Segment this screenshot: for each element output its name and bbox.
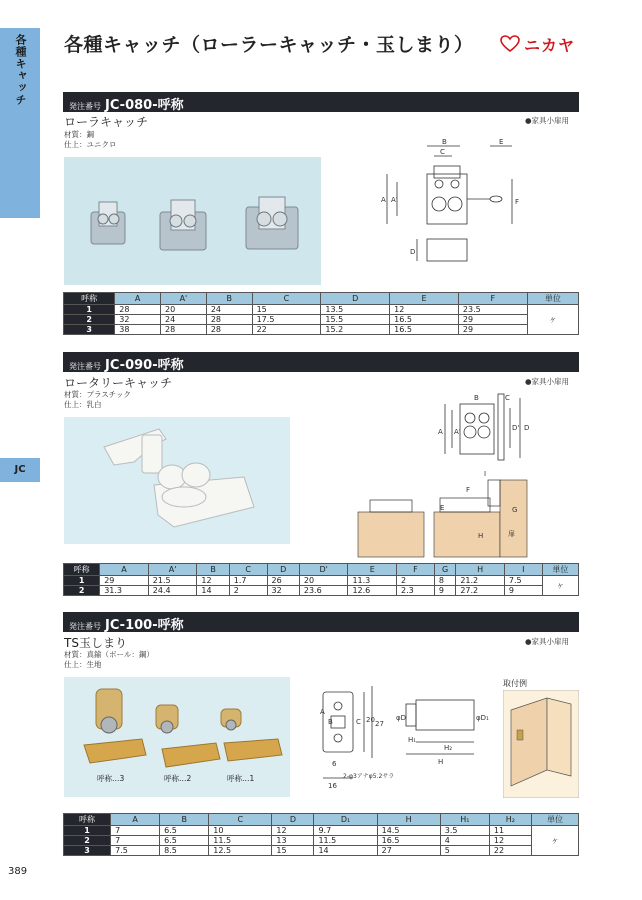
- dim-label: E: [499, 138, 504, 146]
- dim-label: D: [410, 248, 416, 256]
- table-cell: 16.5: [377, 836, 440, 846]
- table-cell: 14.5: [377, 826, 440, 836]
- dim-label: C: [356, 718, 361, 726]
- table-cell: 28: [206, 315, 252, 325]
- spec-table-jc080: [63, 292, 579, 335]
- table-cell: 12: [272, 826, 314, 836]
- column-header: A': [148, 564, 197, 576]
- dim-label: A: [438, 428, 443, 436]
- dim-label: B: [474, 394, 479, 402]
- spec-table-jc100: [63, 813, 579, 856]
- dim-label: φD₁: [476, 714, 489, 722]
- column-header: C: [209, 814, 272, 826]
- table-cell: 4: [440, 836, 489, 846]
- column-header: B: [160, 814, 209, 826]
- order-code: JC-080-呼称: [105, 98, 184, 113]
- table-cell: 9: [434, 586, 456, 596]
- finish: 仕上：生地: [64, 660, 102, 669]
- table-cell: 28: [161, 325, 207, 335]
- table-cell: 6.5: [160, 836, 209, 846]
- column-header: A': [161, 293, 207, 305]
- table-row: [64, 836, 579, 846]
- table-cell: 2: [397, 576, 435, 586]
- column-header: A: [111, 814, 160, 826]
- product-name: TS玉しまり: [64, 636, 127, 650]
- door-label: 扉: [508, 530, 515, 538]
- table-row: [64, 305, 579, 315]
- table-cell: 16.5: [390, 325, 459, 335]
- usage-note: ●家具小扉用: [525, 116, 570, 125]
- section-header-jc090: [63, 352, 579, 372]
- ball-catch-drawing: [298, 678, 498, 803]
- mounting-example-drawing: [503, 690, 579, 798]
- table-cell: 2: [229, 586, 267, 596]
- table-cell: 1: [64, 305, 115, 315]
- table-header-row: [64, 564, 579, 576]
- order-code: JC-090-呼称: [105, 358, 184, 373]
- column-header: F: [458, 293, 527, 305]
- table-cell: 38: [115, 325, 161, 335]
- table-cell: 28: [206, 325, 252, 335]
- table-cell: 12.6: [348, 586, 397, 596]
- dim-label: D: [524, 424, 530, 432]
- unit-cell: ヶ: [531, 826, 578, 856]
- order-number-label: 発注番号: [69, 622, 101, 631]
- column-header: D₁: [314, 814, 377, 826]
- column-header: A: [100, 564, 149, 576]
- roller-catch-drawing: [372, 134, 552, 274]
- table-cell: 3: [64, 325, 115, 335]
- dim-label: φD: [396, 714, 407, 722]
- table-row: [64, 846, 579, 856]
- column-header: H₂: [489, 814, 531, 826]
- table-cell: 8.5: [160, 846, 209, 856]
- table-cell: 22: [489, 846, 531, 856]
- side-category-tab: [0, 28, 40, 218]
- column-header: F: [397, 564, 435, 576]
- material: 材質：プラスチック: [64, 390, 131, 399]
- dim-label: F: [515, 198, 520, 206]
- page-title: 各種キャッチ（ローラーキャッチ・玉しまり）: [64, 34, 474, 56]
- column-header: B: [197, 564, 229, 576]
- table-cell: 2: [64, 586, 100, 596]
- table-cell: 15.2: [321, 325, 390, 335]
- dim-label: F: [466, 486, 471, 494]
- dim-label: H₁: [408, 736, 417, 744]
- logo-text: ニカヤ: [524, 35, 576, 55]
- column-header: D: [321, 293, 390, 305]
- column-header: B: [206, 293, 252, 305]
- usage-note: ●家具小扉用: [525, 637, 570, 646]
- unit-cell: ヶ: [527, 305, 578, 335]
- table-cell: 32: [267, 586, 299, 596]
- dim-label: A: [381, 196, 386, 204]
- table-cell: 29: [458, 315, 527, 325]
- spec-block: [64, 130, 117, 150]
- table-cell: 3: [64, 846, 111, 856]
- table-cell: 10: [209, 826, 272, 836]
- section-header-jc080: [63, 92, 579, 112]
- dim-label: A: [320, 708, 325, 716]
- table-cell: 9: [504, 586, 542, 596]
- table-cell: 21.5: [148, 576, 197, 586]
- finish: 仕上：ユニクロ: [64, 140, 117, 149]
- roller-catch-photo: [64, 157, 321, 285]
- dim-label: I: [484, 470, 487, 478]
- order-code: JC-100-呼称: [105, 618, 184, 633]
- table-cell: 20: [161, 305, 207, 315]
- table-cell: 8: [434, 576, 456, 586]
- column-header: 呼称: [64, 293, 115, 305]
- table-cell: 27: [377, 846, 440, 856]
- rotary-catch-drawing: [350, 388, 550, 560]
- table-cell: 7: [111, 836, 160, 846]
- order-number-label: 発注番号: [69, 362, 101, 371]
- table-cell: 11.3: [348, 576, 397, 586]
- table-cell: 32: [115, 315, 161, 325]
- table-cell: 1.7: [229, 576, 267, 586]
- column-header: C: [252, 293, 321, 305]
- dim-label: 20: [366, 716, 375, 724]
- table-cell: 7: [111, 826, 160, 836]
- table-cell: 15: [272, 846, 314, 856]
- product-name: ロータリーキャッチ: [64, 376, 173, 390]
- material: 材質：鋼: [64, 130, 94, 139]
- material: 材質：真鍮（ボール：鋼）: [64, 650, 154, 659]
- table-cell: 6.5: [160, 826, 209, 836]
- table-cell: 24: [161, 315, 207, 325]
- dim-label: B: [328, 718, 333, 726]
- table-cell: 11: [489, 826, 531, 836]
- table-cell: 2: [64, 836, 111, 846]
- column-header: D: [272, 814, 314, 826]
- table-cell: 27.2: [456, 586, 505, 596]
- column-header: H: [377, 814, 440, 826]
- column-header: 呼称: [64, 564, 100, 576]
- photo-caption: 呼称…2: [164, 774, 192, 783]
- table-row: [64, 576, 579, 586]
- table-cell: 12: [197, 576, 229, 586]
- column-header: H₁: [440, 814, 489, 826]
- unit-cell: ヶ: [542, 576, 578, 596]
- jc-index-tab: JC: [0, 458, 40, 482]
- column-header: D: [267, 564, 299, 576]
- table-cell: 14: [197, 586, 229, 596]
- table-cell: 24: [206, 305, 252, 315]
- table-cell: 7.5: [111, 846, 160, 856]
- dim-label: H: [438, 758, 444, 766]
- table-cell: 11.5: [314, 836, 377, 846]
- table-cell: 13: [272, 836, 314, 846]
- table-row: [64, 586, 579, 596]
- dim-label: C: [440, 148, 445, 156]
- rotary-catch-photo: [64, 417, 290, 544]
- table-row: [64, 325, 579, 335]
- column-header: 単位: [527, 293, 578, 305]
- dim-label: D': [512, 424, 520, 432]
- heart-logo-icon: [500, 35, 520, 53]
- table-row: [64, 826, 579, 836]
- table-cell: 21.2: [456, 576, 505, 586]
- column-header: E: [390, 293, 459, 305]
- table-cell: 15.5: [321, 315, 390, 325]
- table-cell: 1: [64, 826, 111, 836]
- spec-block: [64, 650, 154, 670]
- dim-label: A': [391, 196, 398, 204]
- table-cell: 31.3: [100, 586, 149, 596]
- table-header-row: [64, 814, 579, 826]
- table-cell: 15: [252, 305, 321, 315]
- table-cell: 11.5: [209, 836, 272, 846]
- usage-note: ●家具小扉用: [525, 377, 570, 386]
- table-cell: 9.7: [314, 826, 377, 836]
- table-cell: 17.5: [252, 315, 321, 325]
- table-row: [64, 315, 579, 325]
- photo-caption: 呼称…1: [227, 774, 255, 783]
- dim-label: C: [505, 394, 510, 402]
- table-cell: 12: [489, 836, 531, 846]
- dim-label: G: [512, 506, 518, 514]
- dim-label: B: [442, 138, 447, 146]
- column-header: A: [115, 293, 161, 305]
- column-header: 単位: [531, 814, 578, 826]
- table-cell: 2: [64, 315, 115, 325]
- brand-logo: [500, 33, 580, 55]
- table-cell: 28: [115, 305, 161, 315]
- table-cell: 29: [458, 325, 527, 335]
- side-tab-label: 各種キャッチ: [14, 34, 27, 106]
- table-cell: 24.4: [148, 586, 197, 596]
- dim-label: 6: [332, 760, 337, 768]
- section-header-jc100: [63, 612, 579, 632]
- dim-label: E: [440, 504, 445, 512]
- table-cell: 22: [252, 325, 321, 335]
- table-cell: 1: [64, 576, 100, 586]
- column-header: H: [456, 564, 505, 576]
- dim-label: 16: [328, 782, 337, 790]
- dim-label: H: [478, 532, 484, 540]
- table-cell: 3.5: [440, 826, 489, 836]
- table-cell: 26: [267, 576, 299, 586]
- table-cell: 12: [390, 305, 459, 315]
- finish: 仕上：乳白: [64, 400, 102, 409]
- order-number-label: 発注番号: [69, 102, 101, 111]
- dim-label: A': [454, 428, 461, 436]
- table-cell: 20: [299, 576, 348, 586]
- table-cell: 2.3: [397, 586, 435, 596]
- table-cell: 12.5: [209, 846, 272, 856]
- column-header: E: [348, 564, 397, 576]
- hole-note: 2-φ3アナφ5.2サラ: [343, 773, 395, 780]
- column-header: 呼称: [64, 814, 111, 826]
- table-cell: 14: [314, 846, 377, 856]
- column-header: 単位: [542, 564, 578, 576]
- table-cell: 29: [100, 576, 149, 586]
- table-cell: 13.5: [321, 305, 390, 315]
- column-header: G: [434, 564, 456, 576]
- column-header: I: [504, 564, 542, 576]
- mounting-example-label: 取付例: [503, 679, 527, 688]
- table-cell: 23.6: [299, 586, 348, 596]
- spec-table-jc090: [63, 563, 579, 596]
- table-cell: 16.5: [390, 315, 459, 325]
- photo-caption: 呼称…3: [97, 774, 125, 783]
- table-header-row: [64, 293, 579, 305]
- column-header: C: [229, 564, 267, 576]
- table-cell: 5: [440, 846, 489, 856]
- dim-label: 27: [375, 720, 384, 728]
- dim-label: H₂: [444, 744, 453, 752]
- column-header: D': [299, 564, 348, 576]
- product-name: ローラキャッチ: [64, 115, 149, 129]
- spec-block: [64, 390, 131, 410]
- table-cell: 7.5: [504, 576, 542, 586]
- page-number: 389: [8, 866, 28, 877]
- table-cell: 23.5: [458, 305, 527, 315]
